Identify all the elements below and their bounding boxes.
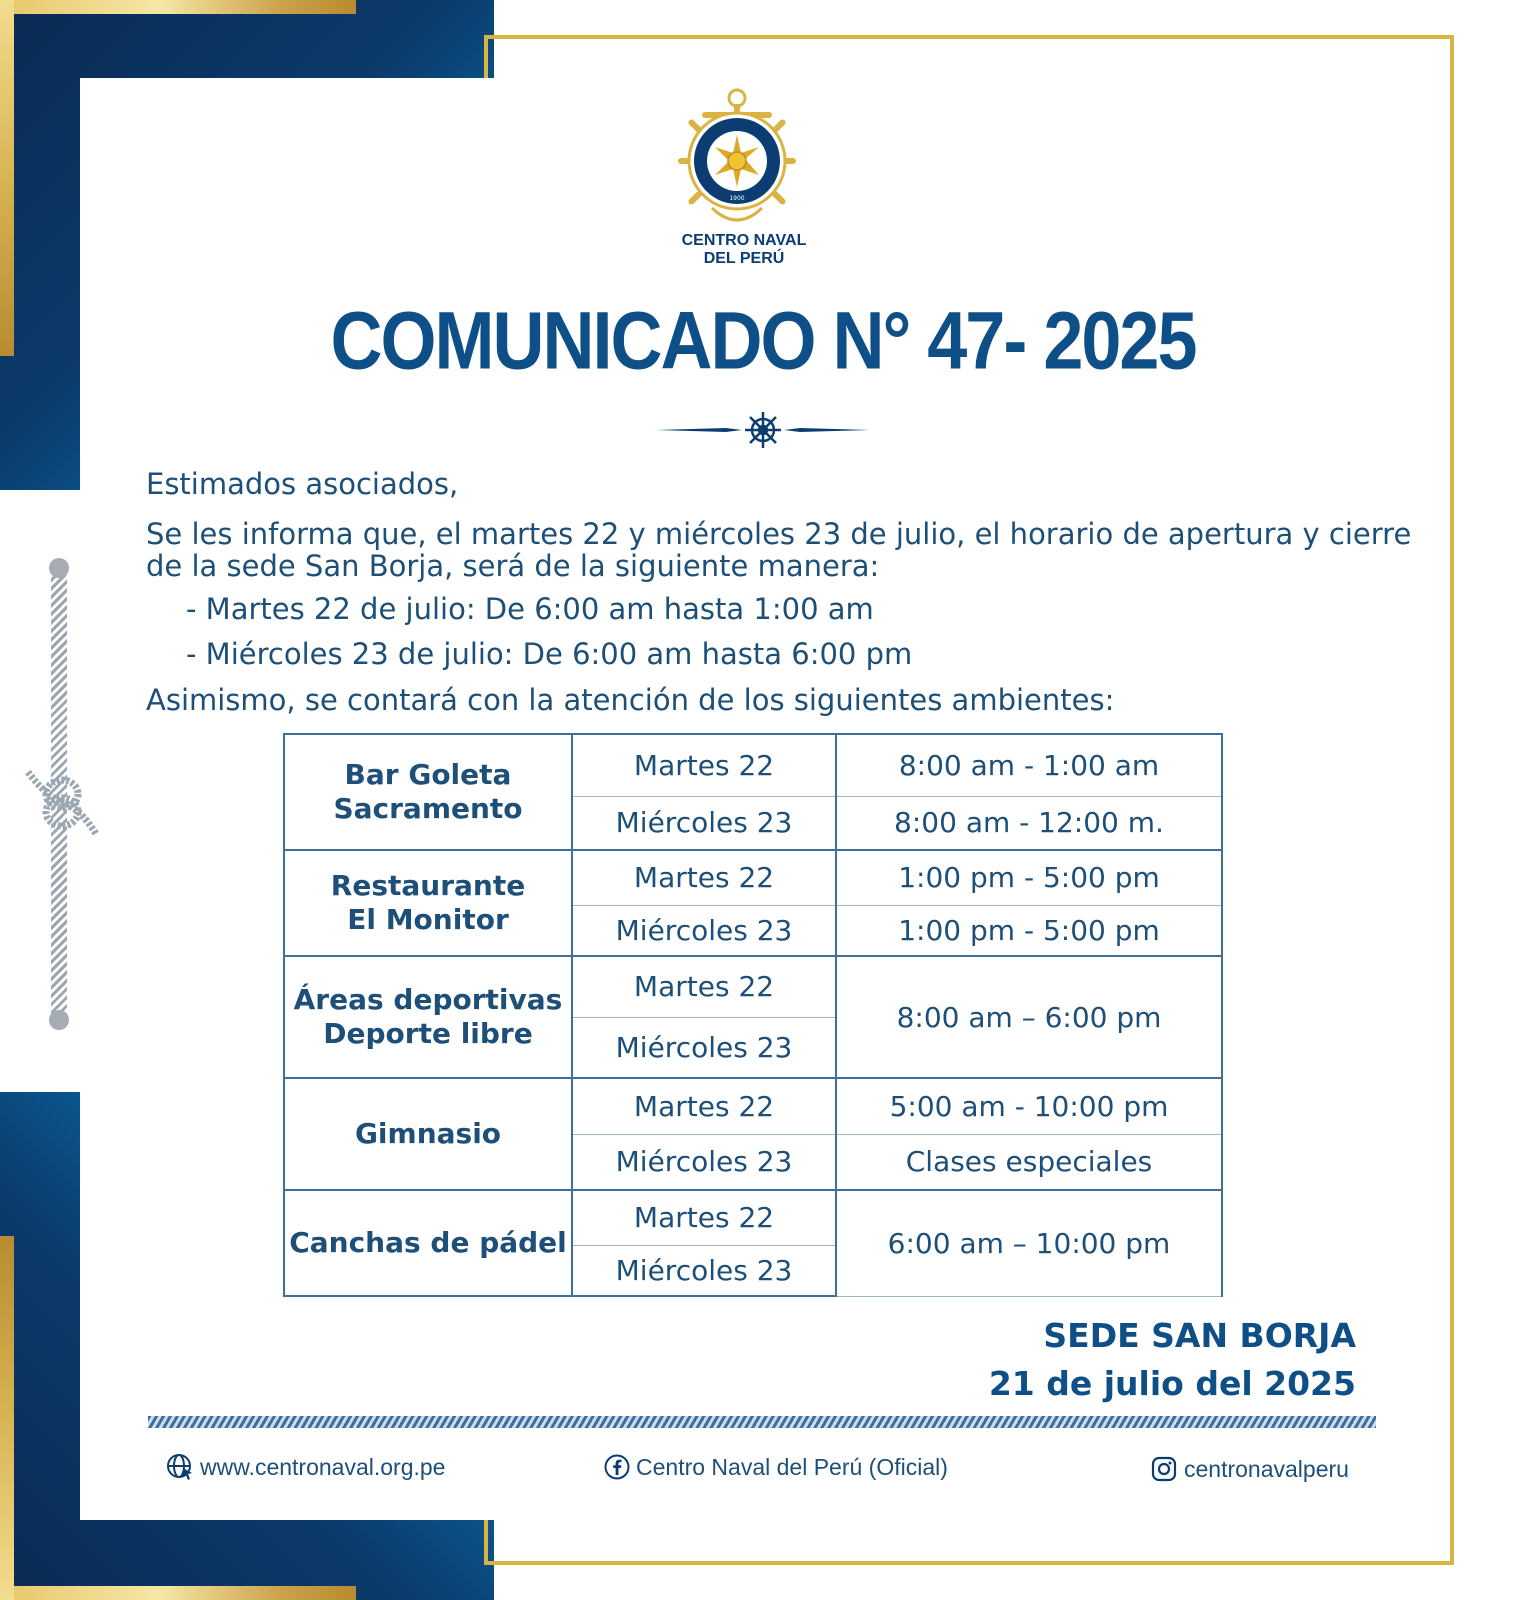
facebook-icon [604,1454,630,1480]
hours-cell: Clases especiales [836,1134,1222,1190]
area-cell: Restaurante El Monitor [284,850,572,956]
table-row [284,956,1222,1017]
day-cell: Miércoles 23 [572,1017,836,1078]
svg-text:1900: 1900 [729,195,745,202]
day-cell: Martes 22 [572,1078,836,1134]
signature-date: 21 de julio del 2025 [988,1364,1356,1403]
day-cell: Martes 22 [572,850,836,905]
day-cell: Martes 22 [572,734,836,796]
footer-instagram[interactable] [1150,1455,1349,1483]
day-cell: Miércoles 23 [572,1245,836,1296]
hours-cell: 8:00 am - 12:00 m. [836,796,1222,850]
hours-cell: 8:00 am - 1:00 am [836,734,1222,796]
intro-line-2: de la sede San Borja, será de la siguiente manera: [146,549,880,583]
intro-paragraph [146,518,1411,582]
bullet-martes: - Martes 22 de julio: De 6:00 am hasta 1:00 am [186,592,874,626]
hours-cell: 1:00 pm - 5:00 pm [836,850,1222,905]
amenities-intro: Asimismo, se contará con la atención de los siguientes ambientes: [146,683,1115,717]
organization-name [610,232,878,268]
instagram-link[interactable]: centronavalperu [1184,1456,1349,1482]
instagram-icon [1150,1455,1178,1483]
bullet-miercoles: - Miércoles 23 de julio: De 6:00 am hasta 6:00 pm [186,637,913,671]
day-cell: Martes 22 [572,1190,836,1245]
day-cell: Miércoles 23 [572,796,836,850]
organization-name-line1: CENTRO NAVAL [681,232,807,249]
gold-stripe-bottom [0,1586,356,1600]
signature-block [900,1312,1356,1408]
area-cell: Canchas de pádel [284,1190,572,1296]
area-cell: Gimnasio [284,1078,572,1190]
signature-sede: SEDE SAN BORJA [1043,1316,1356,1355]
day-cell: Miércoles 23 [572,905,836,956]
table-row [284,1190,1222,1245]
area-cell: Bar Goleta Sacramento [284,734,572,850]
schedule-table [283,733,1223,1297]
page-title: COMUNICADO N° 47- 2025 [330,295,1196,387]
hours-cell: 6:00 am – 10:00 pm [836,1190,1222,1296]
website-link[interactable]: www.centronaval.org.pe [200,1454,446,1480]
hours-cell: 8:00 am – 6:00 pm [836,956,1222,1078]
gold-stripe-top [0,0,356,14]
rope-knot-icon [22,766,102,840]
rope-end-icon [49,1010,69,1030]
organization-name-line2: DEL PERÚ [703,250,785,267]
footer-website[interactable] [166,1453,445,1481]
rope-end-icon [49,558,69,578]
footer-facebook[interactable] [604,1453,948,1481]
day-cell: Miércoles 23 [572,1134,836,1190]
table-row [284,1078,1222,1134]
day-cell: Martes 22 [572,956,836,1017]
centro-naval-seal-icon [672,84,802,234]
facebook-link[interactable]: Centro Naval del Perú (Oficial) [636,1454,948,1480]
area-cell: Áreas deportivas Deporte libre [284,956,572,1078]
footer-rope-divider [148,1416,1376,1428]
table-row [284,734,1222,796]
hours-cell: 5:00 am - 10:00 pm [836,1078,1222,1134]
gold-stripe-left-bottom [0,1236,14,1600]
intro-line-1: Se les informa que, el martes 22 y miércoles 23 de julio, el horario de apertura y cierre [146,517,1412,551]
greeting: Estimados asociados, [146,467,459,501]
hours-cell: 1:00 pm - 5:00 pm [836,905,1222,956]
globe-icon [166,1453,194,1481]
helm-divider-icon [656,408,870,452]
table-row [284,850,1222,905]
